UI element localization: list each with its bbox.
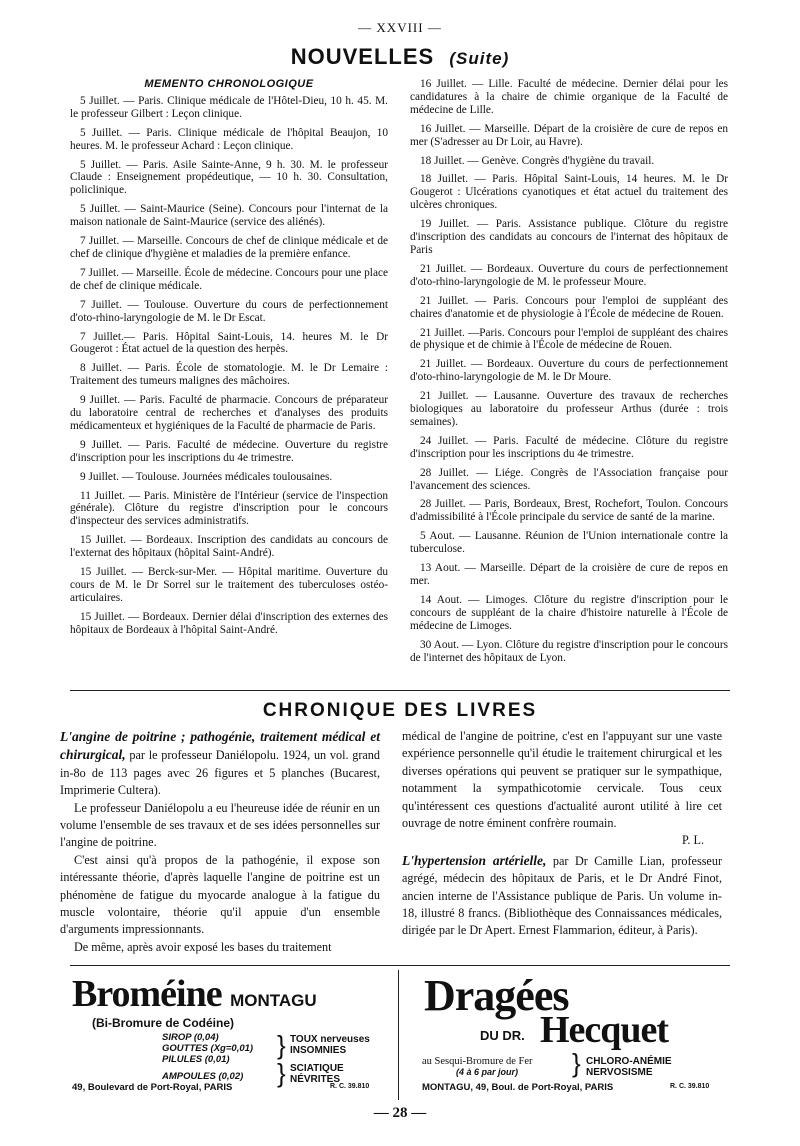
news-item: 18 Juillet. — Paris. Hôpital Saint-Louis, 14 heures. M. le Dr Gougerot : Ulcérations cyanotiques et état actuel du traitement des ulcères chroniques. xyxy=(410,173,728,212)
news-item: 7 Juillet. — Toulouse. Ouverture du cours de perfectionnement d'oto-rhino-laryngologie de M. le Dr Escat. xyxy=(70,298,388,324)
dragees-name2: Hecquet xyxy=(540,1009,669,1051)
news-item: 7 Juillet.— Paris. Hôpital Saint-Louis, 14. heures M. le Dr Gougerot : État actuel de la question des herpès. xyxy=(70,330,388,356)
dragees-dose: (4 à 6 par jour) xyxy=(456,1067,519,1077)
nouvelles-right-list xyxy=(410,78,728,664)
chronique-left-column xyxy=(60,728,380,956)
news-item: 5 Juillet. — Paris. Asile Sainte-Anne, 9 h. 30. M. le professeur Claude : Enseignement propédeutique, — 10 h. 30. Consultation, policlinique. xyxy=(70,158,388,197)
indication-item: INSOMNIES xyxy=(290,1045,347,1056)
form-item: PILULES (0,01) xyxy=(162,1054,230,1065)
news-item: 8 Juillet. — Paris. École de stomatologie. M. le Dr Lemaire : Traitement des tumeurs malignes des mâchoires. xyxy=(70,362,388,388)
indication-item: CHLORO-ANÉMIE xyxy=(586,1056,672,1067)
news-item: 14 Aout. — Limoges. Clôture du registre d'inscription pour le concours de suppléant de la chaire d'histoire naturelle à l'École de médecine de Limoges. xyxy=(410,593,728,632)
news-item: 21 Juillet. — Bordeaux. Ouverture du cours de perfectionnement d'oto-rhino-laryngologie de M. le professeur Moure. xyxy=(410,262,728,288)
book2-reference: par Dr Camille Lian, professeur agrégé, médecin des hôpitaux de Paris, et le Dr André Finot, ancien interne de l'Assistance publique de Paris. Un volume in-18, illustré 8 francs. (Bibliothèque des Connaissances médicales, dirigée par le Dr Apert. Ernest Flammarion, éditeur, à Paris). xyxy=(402,853,722,938)
news-item: 5 Aout. — Lausanne. Réunion de l'Union internationale contre la tuberculose. xyxy=(410,530,728,556)
news-item: 5 Juillet. — Paris. Clinique médicale de l'Hôtel-Dieu, 10 h. 45. M. le professeur Gilbert : Leçon clinique. xyxy=(70,94,388,120)
news-item: 16 Juillet. — Lille. Faculté de médecine. Dernier délai pour les candidatures à la chaire de chimie organique de la Faculté de médecine de Lille. xyxy=(410,78,728,116)
review-paragraph: C'est ainsi qu'à propos de la pathogénie, il expose son intéressante théorie, d'après laquelle l'angine de poitrine est un phénomène de fatigue du myocarde analogue à la fatigue du muscle volontaire, théorie qu'il appuie d'un ensemble d'arguments impressionnants. xyxy=(60,852,380,937)
news-item: 15 Juillet. — Bordeaux. Inscription des candidats au concours de l'externat des hôpitaux (hôpital Saint-André). xyxy=(70,534,388,560)
review-paragraph: De même, après avoir exposé les bases du traitement xyxy=(74,939,332,954)
news-item: 7 Juillet. — Marseille. École de médecine. Concours pour une place de chef de clinique médicale. xyxy=(70,266,388,292)
news-item: 28 Juillet. — Liége. Congrès de l'Association française pour l'avancement des sciences. xyxy=(410,466,728,492)
brace-icon: } xyxy=(277,1058,286,1088)
indication-item: NERVOSISME xyxy=(586,1067,653,1078)
news-item: 21 Juillet. — Bordeaux. Ouverture du cours de perfectionnement d'oto-rhino-laryngologie de M. le Dr Moure. xyxy=(410,358,728,384)
book2-entry xyxy=(402,852,722,940)
news-item: 9 Juillet. — Paris. Faculté de pharmacie. Concours de préparateur du laboratoire central de recherches et d'analyses des produits médicamenteux et hygiéniques de la Faculté de pharmacie de Paris. xyxy=(70,394,388,432)
news-item: 9 Juillet. — Toulouse. Journées médicales toulousaines. xyxy=(80,470,333,483)
bromeine-address: 49, Boulevard de Port-Royal, PARIS xyxy=(72,1082,233,1093)
brace-icon: } xyxy=(277,1030,286,1060)
divider xyxy=(70,690,730,691)
bromeine-rc: R. C. 39.810 xyxy=(330,1083,370,1090)
news-item: 15 Juillet. — Berck-sur-Mer. — Hôpital maritime. Ouverture du cours de M. le Dr Sorrel sur le traitement des tuberculoses ostéo-articulaires. xyxy=(70,566,388,604)
brace-icon: } xyxy=(572,1048,581,1078)
dragees-address: MONTAGU, 49, Boul. de Port-Royal, PARIS xyxy=(422,1082,614,1093)
nouvelles-right-column xyxy=(410,78,728,670)
vertical-divider xyxy=(398,970,399,1100)
news-item: 21 Juillet. —Paris. Concours pour l'emploi de suppléant des chaires de physique et de chimie à l'École de médecine de Rouen. xyxy=(410,326,728,352)
chronique-right-column xyxy=(402,728,722,940)
news-item: 21 Juillet. — Lausanne. Ouverture des travaux de recherches biologiques au laboratoire du professeur Arthus (durée : trois semaines). xyxy=(410,390,728,428)
nouvelles-left-list xyxy=(70,95,388,637)
nouvelles-left-column xyxy=(70,78,388,643)
indication-item: SCIATIQUE xyxy=(290,1063,344,1074)
book1-reference: par le professeur Daniélopolu. 1924, un vol. grand in-8o de 113 pages avec 26 figures et 5 planches (Bucarest, Imprimerie Cultera). xyxy=(60,748,380,798)
bromeine-advertisement xyxy=(72,970,390,1098)
dragees-rc: R. C. 39.810 xyxy=(670,1083,710,1090)
bromeine-indications-2 xyxy=(290,1063,344,1085)
review-signature: P. L. xyxy=(681,833,704,848)
news-item: 18 Juillet. — Genève. Congrès d'hygiène du travail. xyxy=(420,154,655,167)
nouvelles-title: NOUVELLES xyxy=(290,44,435,69)
dragees-du-dr: DU DR. xyxy=(480,1028,525,1043)
bromeine-forms xyxy=(162,1032,253,1082)
news-item: 30 Aout. — Lyon. Clôture du registre d'inscription pour le concours de l'internet des hôpitaux de Lyon. xyxy=(410,638,728,664)
news-item: 13 Aout. — Marseille. Départ de la croisière de cure de repos en mer. xyxy=(410,562,728,587)
form-item: SIROP (0,04) xyxy=(162,1032,219,1043)
section-title-nouvelles xyxy=(0,44,800,70)
book2-title: L'hypertension artérielle, xyxy=(402,852,547,868)
section-title-chronique: CHRONIQUE DES LIVRES xyxy=(262,700,538,721)
review-paragraph: médical de l'angine de poitrine, c'est en l'appuyant sur une vaste expérience personnelle qu'il étudie le traitement chirurgical et les diverses opérations qui peuvent se pratiquer sur le sympathique, notamment la sympathicotomie cervicale. Tous ceux qu'intéressent ces questions d'actualité auront utilité à lire cet ouvrage de notre éminent confrère roumain. xyxy=(402,729,722,831)
bromeine-brand: MONTAGU xyxy=(230,991,317,1010)
news-item: 28 Juillet. — Paris, Bordeaux, Brest, Rochefort, Toulon. Concours d'admissibilité à l'École principale du service de santé de la marine. xyxy=(410,498,728,524)
news-item: 11 Juillet. — Paris. Ministère de l'Intérieur (service de l'inspection générale). Clôture du registre d'inscription pour le concours d'inspecteur des services administratifs. xyxy=(70,489,388,528)
page-folio: — XXVIII — xyxy=(358,20,442,35)
bromeine-name: Broméine xyxy=(72,973,222,1015)
news-item: 9 Juillet. — Paris. Faculté de médecine. Ouverture du registre d'inscription pour les inscriptions du 4e trimestre. xyxy=(70,438,388,464)
news-item: 21 Juillet. — Paris. Concours pour l'emploi de suppléant des chaires d'anatomie et de physiologie à l'École de médecine de Rouen. xyxy=(410,294,728,320)
memento-heading: MEMENTO CHRONOLOGIQUE xyxy=(144,78,314,90)
dragees-advertisement xyxy=(412,970,732,1098)
book1-title: L'angine de poitrine ; pathogénie, traitement médical et chirurgical, xyxy=(60,729,380,763)
bromeine-indications-1 xyxy=(290,1034,370,1056)
dragees-name: Dragées xyxy=(424,971,569,1020)
nouvelles-suite: (Suite) xyxy=(449,49,510,68)
news-item: 7 Juillet. — Marseille. Concours de chef de clinique médicale et de chef de clinique d'hygiène et maladies de la première enfance. xyxy=(70,235,388,260)
form-item: AMPOULES (0,02) xyxy=(162,1071,244,1082)
indication-item: NÉVRITES xyxy=(290,1074,341,1085)
dragees-indications xyxy=(586,1056,672,1078)
news-item: 5 Juillet. — Paris. Clinique médicale de l'hôpital Beaujon, 10 heures. M. le professeur Achard : Leçon clinique. xyxy=(70,126,388,152)
news-item: 24 Juillet. — Paris. Faculté de médecine. Clôture du registre d'inscription pour les inscriptions du 4e trimestre. xyxy=(410,434,728,460)
dragees-composition: au Sesqui-Bromure de Fer xyxy=(422,1056,533,1067)
review-paragraph: Le professeur Daniélopolu a eu l'heureuse idée de réunir en un volume l'ensemble de ses travaux et de ses idées personnelles sur l'angine de poitrine. xyxy=(60,800,380,850)
news-item: 5 Juillet. — Saint-Maurice (Seine). Concours pour l'internat de la maison nationale de Saint-Maurice (service des aliénés). xyxy=(70,203,388,229)
divider xyxy=(70,965,730,966)
indication-item: TOUX nerveuses xyxy=(290,1034,370,1045)
form-item: GOUTTES (Xg=0,01) xyxy=(162,1043,254,1054)
news-item: 15 Juillet. — Bordeaux. Dernier délai d'inscription des externes des hôpitaux de Bordeaux à l'hôpital Saint-André. xyxy=(70,610,388,636)
book1-entry xyxy=(60,728,380,800)
news-item: 16 Juillet. — Marseille. Départ de la croisière de cure de repos en mer (S'adresser au Dr Loir, au Havre). xyxy=(410,122,728,148)
news-item: 19 Juillet. — Paris. Assistance publique. Clôture du registre d'inscription des candidats au concours de l'internat des hôpitaux de Paris xyxy=(410,218,728,256)
bromeine-subtitle: (Bi-Bromure de Codéine) xyxy=(92,1016,235,1030)
page-number: — 28 — xyxy=(373,1105,427,1121)
